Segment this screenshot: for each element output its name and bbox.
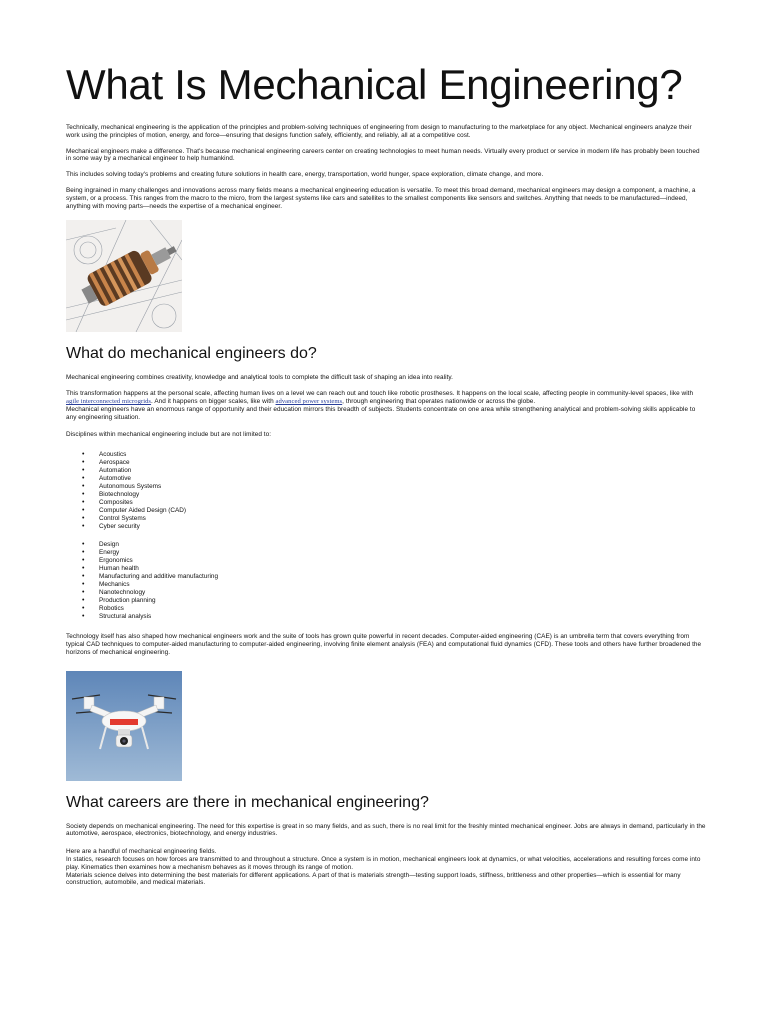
page-title: What Is Mechanical Engineering? bbox=[66, 61, 683, 108]
section2-line-2: In statics, research focuses on how forces are transmitted to and throughout a structure. Once a system is in motion, mechanical engineers look at dynamics, or what velocities, accelerations and resulting forces come into play. Kinematics then examines how a mechanism behaves as it moves through its range of motion. bbox=[66, 855, 701, 871]
section2-paragraph-1: Society depends on mechanical engineering. The need for this expertise is great in so many fields, and as such, there is no real limit for the freshly minted mechanical engineer. Jobs are always in demand, particularly in the automotive, aerospace, electronics, biotechnology, and energy industries. bbox=[66, 822, 706, 838]
section1-paragraph-3: Mechanical engineers have an enormous range of opportunity and their education mirrors this breadth of subjects. Students concentrate on one area while strengthening analytical and problem-solving skills applicable to any engineering situation. bbox=[66, 405, 696, 421]
section1-p2-text-c: , through engineering that operates nationwide or across the globe. bbox=[342, 397, 536, 405]
list-item: • Autonomous Systems bbox=[66, 483, 706, 491]
intro-paragraph-3: This includes solving today's problems and creating future solutions in health care, energy, transportation, world hunger, space exploration, climate change, and more. bbox=[66, 171, 544, 179]
list-item: • Energy bbox=[66, 549, 706, 557]
list-item: • Aerospace bbox=[66, 459, 706, 467]
list-item: • Composites bbox=[66, 499, 706, 507]
drone-image bbox=[66, 671, 182, 781]
document-content bbox=[66, 60, 706, 887]
list-item: • Biotechnology bbox=[66, 491, 706, 499]
section2-line-3: Materials science delves into determining the best materials for different applications. A part of that is materials strength—testing support loads, stiffness, brittleness and other properties—which is essential for many construction, automobile, and medical materials. bbox=[66, 871, 681, 887]
list-item: • Acoustics bbox=[66, 451, 706, 459]
intro-paragraph-1: Technically, mechanical engineering is the application of the principles and problem-solving techniques of engineering from design to manufacturing to the marketplace for any object. Mechanical engineers analyze their work using the principles of motion, energy, and force—ensuring that designs function safely, efficiently, and reliably, all at a competitive cost. bbox=[66, 124, 692, 139]
list-item: • Structural analysis bbox=[66, 613, 706, 621]
list-item: • Mechanics bbox=[66, 581, 706, 589]
list-item: • Production planning bbox=[66, 597, 706, 605]
list-item: • Human health bbox=[66, 565, 706, 573]
section1-paragraph-4: Disciplines within mechanical engineering include but are not limited to: bbox=[66, 431, 272, 439]
list-item: • Automation bbox=[66, 467, 706, 475]
section1-paragraph-2 bbox=[66, 390, 706, 406]
list-item: • Computer Aided Design (CAD) bbox=[66, 507, 706, 515]
microgrids-link[interactable]: agile interconnected microgrids bbox=[66, 397, 152, 405]
disciplines-list-b bbox=[66, 541, 706, 621]
list-item: • Robotics bbox=[66, 605, 706, 613]
section-heading-careers-do: What do mechanical engineers do? bbox=[66, 345, 317, 363]
section1-paragraph-5: Technology itself has also shaped how mechanical engineers work and the suite of tools has grown quite powerful in recent decades. Computer-aided engineering (CAE) is an umbrella term that covers everything from typical CAD techniques to computer-aided manufacturing to computer-aided engineering, involving finite element analysis (FEA) and computational fluid dynamics (CFD). These tools and others have further broadened the horizons of mechanical engineering. bbox=[66, 633, 702, 656]
intro-paragraph-4: Being ingrained in many challenges and innovations across many fields means a mechanical engineering education is versatile. To meet this broad demand, mechanical engineers may design a component, a machine, a system, or a process. This ranges from the macro to the micro, from the largest systems like cars and satellites to the smallest components like sensors and switches. Anything that needs to be manufactured—indeed, anything with moving parts—needs the expertise of a mechanical engineer. bbox=[66, 186, 696, 210]
motor-image bbox=[66, 220, 182, 332]
intro-paragraph-2: Mechanical engineers make a difference. That's because mechanical engineering careers center on creating technologies to meet human needs. Virtually every product or service in modern life has probably been touched in some way by a mechanical engineer to help humankind. bbox=[66, 147, 700, 163]
list-item: • Automotive bbox=[66, 475, 706, 483]
disciplines-list-a bbox=[66, 451, 706, 531]
list-item: • Manufacturing and additive manufacturing bbox=[66, 573, 706, 581]
section1-paragraph-1: Mechanical engineering combines creativity, knowledge and analytical tools to complete the difficult task of shaping an idea into reality. bbox=[66, 374, 454, 382]
list-item: • Design bbox=[66, 541, 706, 549]
list-item: • Nanotechnology bbox=[66, 589, 706, 597]
section1-p2-text-a: This transformation happens at the personal scale, affecting human lives on a level we can reach out and touch like robotic prostheses. It happens on the local scale, affecting people in community-level spaces, like with bbox=[66, 390, 694, 398]
section-heading-careers: What careers are there in mechanical engineering? bbox=[66, 793, 429, 811]
section1-p2-text-b: . And it happens on bigger scales, like with bbox=[151, 397, 276, 405]
list-item: • Ergonomics bbox=[66, 557, 706, 565]
power-systems-link[interactable]: advanced power systems bbox=[275, 397, 343, 405]
list-item: • Cyber security bbox=[66, 523, 706, 531]
list-item: • Control Systems bbox=[66, 515, 706, 523]
section2-line-1: Here are a handful of mechanical engineering fields. bbox=[66, 848, 217, 856]
